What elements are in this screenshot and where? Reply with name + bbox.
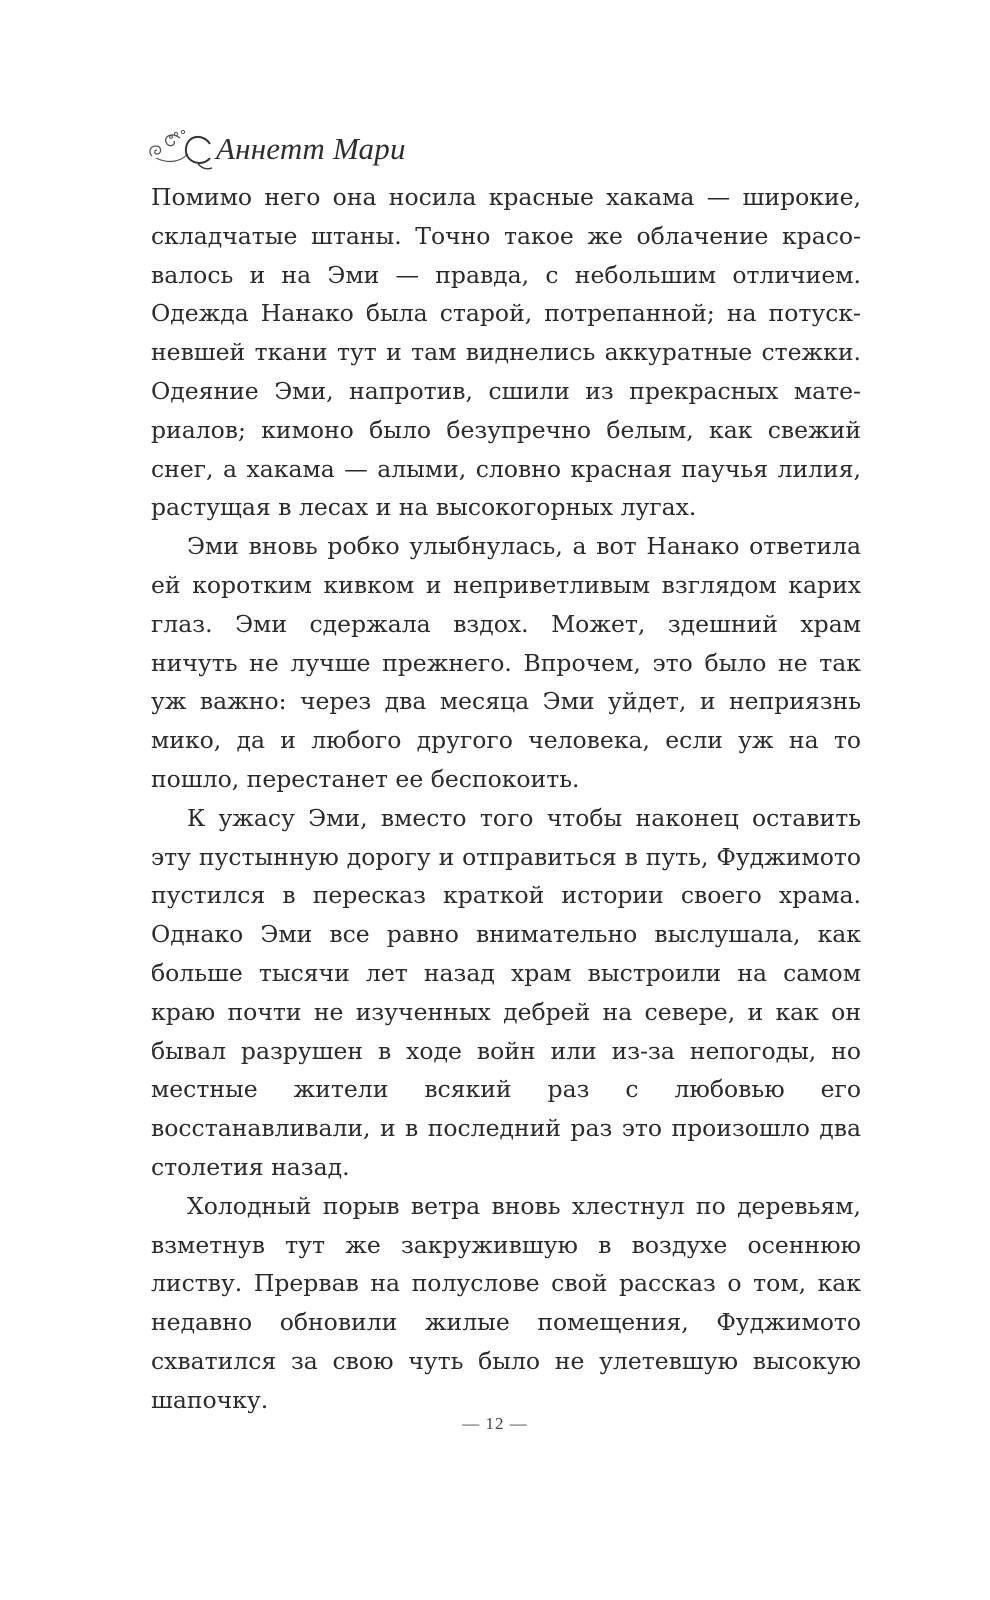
paragraph-2: Эми вновь робко улыбнулась, а вот Нанако ответила ей коротким кивком и неприветливым взглядом карих глаз. Эми сдержала вздох. Может, здешний храм ничуть не лучше прежнего. Впрочем, это было не так уж важно: через два месяца Эми уйдет, и неприязнь мико, да и любого другого человека, если уж на то пошло, перестанет ее беспокоить.	[151, 532, 861, 793]
running-head	[146, 124, 406, 174]
paragraph-3: К ужасу Эми, вместо того чтобы наконец оставить эту пустынную дорогу и отправиться в путь, Фуджимото пустился в пересказ краткой истории своего храма. Однако Эми все равно внимательно выслушала, как больше тысячи лет назад храм выстроили на самом краю почти не изученных дебрей на севере, и как он бывал разрушен в ходе войн или из-за непогоды, но местные жители всякий раз с любовью его восстанавливали, и в последний раз это произошло два столетия назад.	[151, 803, 861, 1181]
swirl-flourish-icon	[146, 126, 214, 172]
running-head-author: Аннетт Мари	[216, 131, 406, 166]
page-number: — 12 —	[462, 1414, 528, 1433]
paragraph-4: Холодный порыв ветра вновь хлестнул по деревьям, взметнув тут же закружившую в воздухе осеннюю листву. Прервав на полуслове свой рассказ о том, как недавно обновили жилые помещения, Фуджимото схватился за свою чуть было не улетевшую высокую шапочку.	[151, 1191, 861, 1414]
body-text	[151, 178, 861, 1420]
paragraph-1: Помимо него она носила красные хакама — широкие, складчатые штаны. Точно такое же облачение красовалось и на Эми — правда, с небольшим отличием. Одежда Нанако была старой, потрепанной; на потускневшей ткани тут и там виднелись аккуратные стежки. Одеяние Эми, напротив, сшили из прекрасных материалов; кимоно было безупречно белым, как свежий снег, а хакама — алыми, словно красная паучья лилия, растущая в лесах и на высокогорных лугах.	[151, 183, 861, 522]
